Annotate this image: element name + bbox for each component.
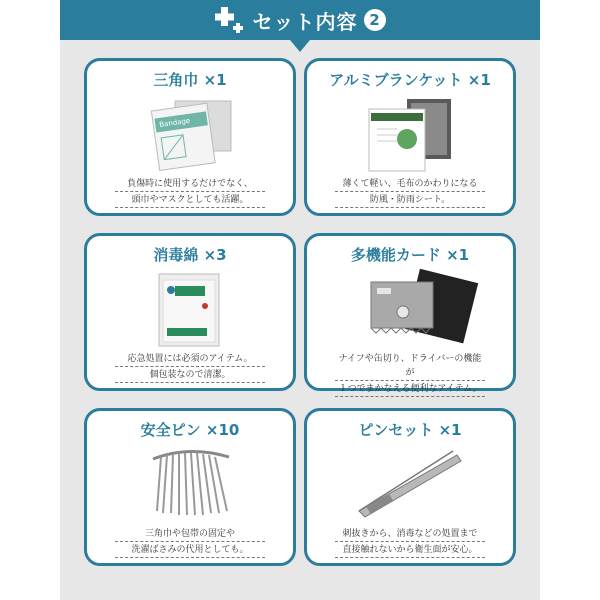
- item-card-emergency-blanket: [304, 58, 516, 216]
- description-line: 刺抜きから、消毒などの処置まで: [335, 526, 485, 542]
- item-title: 多機能カード ×1: [350, 246, 470, 264]
- banner-pointer: [290, 40, 310, 52]
- description-line: 洗濯ばさみの代用としても。: [115, 542, 265, 558]
- description-line: 個包装なので清潔。: [115, 367, 265, 383]
- first-aid-plus-icon: [215, 6, 245, 34]
- item-card-safety-pins: [84, 408, 296, 566]
- item-title: 安全ピン ×10: [140, 421, 240, 439]
- description-line: 直接触れないから衛生面が安心。: [335, 542, 485, 558]
- item-description: [321, 176, 499, 208]
- item-description: [321, 351, 499, 397]
- description-line: 頭巾やマスクとしても活躍。: [115, 192, 265, 208]
- header-banner: [60, 0, 540, 40]
- svg-text:Bandage: Bandage: [158, 116, 191, 130]
- description-line: 防風・防雨シート。: [335, 192, 485, 208]
- header-title: セット内容: [252, 9, 358, 34]
- multitool-card-image: [307, 268, 513, 348]
- antiseptic-wipes-image: [87, 268, 293, 348]
- item-card-multitool-card: [304, 233, 516, 394]
- triangular-bandage-image: [87, 93, 293, 173]
- item-description: [101, 351, 279, 383]
- description-line: １つでまかなえる便利なアイテム。: [335, 381, 485, 397]
- description-line: 応急処置には必須のアイテム。: [115, 351, 265, 367]
- tweezers-image: [307, 443, 513, 523]
- item-description: [101, 526, 279, 558]
- item-title: ピンセット ×1: [358, 421, 462, 439]
- section-number-badge: 2: [364, 9, 386, 31]
- item-title: アルミブランケット ×1: [329, 71, 491, 89]
- safety-pins-image: [87, 443, 293, 523]
- description-line: 負傷時に使用するだけでなく、: [115, 176, 265, 192]
- item-description: [101, 176, 279, 208]
- item-description: [321, 526, 499, 558]
- description-line: 三角巾や包帯の固定や: [115, 526, 265, 542]
- description-line: ナイフや缶切り、ドライバーの機能が: [335, 351, 485, 381]
- description-line: 薄くて軽い、毛布のかわりになる: [335, 176, 485, 192]
- item-title: 三角巾 ×1: [153, 71, 227, 89]
- item-card-antiseptic-wipes: [84, 233, 296, 391]
- item-title: 消毒綿 ×3: [153, 246, 227, 264]
- item-card-tweezers: [304, 408, 516, 566]
- emergency-blanket-image: [307, 93, 513, 173]
- item-card-triangular-bandage: [84, 58, 296, 216]
